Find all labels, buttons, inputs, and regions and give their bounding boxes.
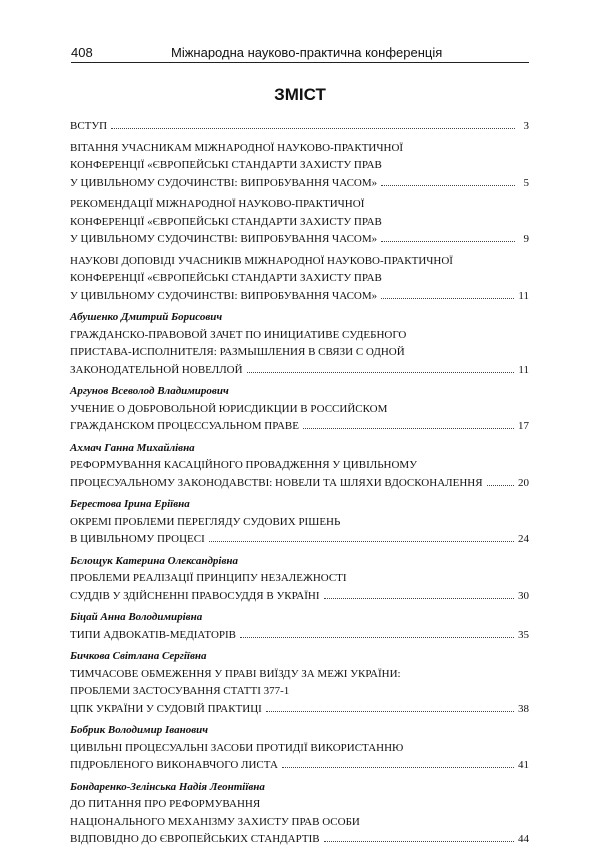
toc-page-number: 44 bbox=[518, 833, 529, 845]
dot-leader bbox=[266, 702, 514, 712]
toc-page-number: 11 bbox=[518, 363, 529, 376]
toc-last-line bbox=[70, 757, 529, 775]
toc-author: Біцай Анна Володимирівна bbox=[70, 611, 203, 623]
toc-entry[interactable] bbox=[70, 648, 529, 718]
dot-leader bbox=[240, 628, 514, 638]
toc-title-line bbox=[70, 253, 529, 271]
toc-title-line bbox=[70, 401, 529, 419]
toc-title-text: СУДДІВ У ЗДІЙСНЕННІ ПРАВОСУДДЯ В УКРАЇНІ bbox=[70, 589, 320, 602]
toc-page-number: 5 bbox=[523, 176, 529, 189]
toc-page-number: 24 bbox=[518, 533, 529, 545]
toc-title-text: У ЦИВІЛЬНОМУ СУДОЧИНСТВІ: ВИПРОБУВАННЯ ЧАСОМ» bbox=[70, 233, 378, 245]
toc-entry[interactable] bbox=[70, 609, 529, 644]
toc-page-number: 30 bbox=[518, 589, 529, 602]
toc-title-text: ЦПК УКРАЇНИ У СУДОВІЙ ПРАКТИЦІ bbox=[70, 702, 262, 715]
toc-entry[interactable] bbox=[70, 383, 529, 436]
toc-page-number: 17 bbox=[518, 420, 529, 432]
toc-last-line bbox=[70, 118, 529, 136]
dot-leader bbox=[111, 119, 515, 129]
toc-last-line bbox=[70, 627, 529, 645]
dot-leader bbox=[381, 176, 515, 186]
toc-author: Берестова Ірина Еріївна bbox=[70, 498, 190, 510]
toc-title-text: ЦИВІЛЬНІ ПРОЦЕСУАЛЬНІ ЗАСОБИ ПРОТИДІЇ ВИКОРИСТАННЮ bbox=[70, 741, 404, 754]
toc-title-line bbox=[70, 140, 529, 158]
toc-author: Бичкова Світлана Сергіївна bbox=[70, 650, 207, 662]
dot-leader bbox=[303, 419, 514, 429]
toc-title-text: ЗАКОНОДАТЕЛЬНОЙ НОВЕЛЛОЙ bbox=[70, 363, 243, 376]
toc-title-text: У ЦИВІЛЬНОМУ СУДОЧИНСТВІ: ВИПРОБУВАННЯ ЧАСОМ» bbox=[70, 176, 378, 189]
toc-last-line bbox=[70, 831, 529, 849]
toc-page-number: 41 bbox=[518, 759, 529, 771]
dot-leader bbox=[487, 476, 514, 486]
toc-entry[interactable] bbox=[70, 140, 529, 193]
toc-entry[interactable] bbox=[70, 496, 529, 549]
toc-entry[interactable] bbox=[70, 118, 529, 136]
toc-title-line bbox=[70, 683, 529, 701]
toc-title-text: ВІТАННЯ УЧАСНИКАМ МІЖНАРОДНОЇ НАУКОВО-ПРАКТИЧНОЇ bbox=[70, 141, 404, 154]
toc-title-text: ОКРЕМІ ПРОБЛЕМИ ПЕРЕГЛЯДУ СУДОВИХ РІШЕНЬ bbox=[70, 515, 341, 528]
toc-title-text: УЧЕНИЕ О ДОБРОВОЛЬНОЙ ЮРИСДИКЦИИ В РОССИЙСКОМ bbox=[70, 402, 388, 415]
conference-title: Міжнародна науково-практична конференція bbox=[171, 45, 443, 60]
table-of-contents bbox=[70, 118, 529, 853]
toc-page-number: 35 bbox=[518, 628, 529, 641]
toc-title-text: ТИПИ АДВОКАТІВ-МЕДІАТОРІВ bbox=[70, 628, 237, 641]
dot-leader bbox=[381, 232, 515, 242]
toc-title-line bbox=[70, 196, 529, 214]
toc-last-line bbox=[70, 418, 529, 436]
toc-title-line bbox=[70, 514, 529, 532]
toc-title-text: НАЦІОНАЛЬНОГО МЕХАНІЗМУ ЗАХИСТУ ПРАВ ОСОБИ bbox=[70, 815, 360, 828]
running-header bbox=[71, 44, 529, 63]
toc-title-text: В ЦИВІЛЬНОМУ ПРОЦЕСІ bbox=[70, 533, 205, 545]
toc-title-line bbox=[70, 666, 529, 684]
toc-title-text: КОНФЕРЕНЦІЇ «ЄВРОПЕЙСЬКІ СТАНДАРТИ ЗАХИСТУ ПРАВ bbox=[70, 159, 382, 171]
toc-title-text: ПРОЦЕСУАЛЬНОМУ ЗАКОНОДАВСТВІ: НОВЕЛИ ТА ШЛЯХИ ВДОСКОНАЛЕННЯ bbox=[70, 476, 483, 489]
toc-title-text: ГРАЖДАНСКОМ ПРОЦЕССУАЛЬНОМ ПРАВЕ bbox=[70, 420, 299, 432]
toc-title-text: ГРАЖДАНСКО-ПРАВОВОЙ ЗАЧЕТ ПО ИНИЦИАТИВЕ СУДЕБНОГО bbox=[70, 328, 407, 341]
dot-leader bbox=[324, 589, 514, 599]
toc-author: Ахмач Ганна Михайлівна bbox=[70, 441, 195, 454]
toc-last-line bbox=[70, 231, 529, 249]
toc-author: Бобрик Володимир Іванович bbox=[70, 724, 208, 736]
toc-entry[interactable] bbox=[70, 196, 529, 249]
page-title: ЗМІСТ bbox=[274, 85, 326, 104]
toc-last-line bbox=[70, 701, 529, 719]
dot-leader bbox=[247, 363, 515, 373]
toc-title-line bbox=[70, 214, 529, 232]
toc-title-text: ПІДРОБЛЕНОГО ВИКОНАВЧОГО ЛИСТА bbox=[70, 759, 278, 771]
toc-entry[interactable] bbox=[70, 440, 529, 493]
toc-title-text: КОНФЕРЕНЦІЇ «ЄВРОПЕЙСЬКІ СТАНДАРТИ ЗАХИСТУ ПРАВ bbox=[70, 272, 382, 284]
toc-entry[interactable] bbox=[70, 553, 529, 606]
toc-page-number: 38 bbox=[518, 702, 529, 715]
toc-last-line bbox=[70, 175, 529, 193]
toc-last-line bbox=[70, 288, 529, 306]
toc-author: Бондаренко-Зелінська Надія Леонтіївна bbox=[70, 780, 265, 793]
page-number: 408 bbox=[71, 45, 93, 60]
toc-title-line bbox=[70, 796, 529, 814]
toc-page-number: 9 bbox=[523, 233, 529, 245]
toc-title-line bbox=[70, 570, 529, 588]
toc-title-text: НАУКОВІ ДОПОВІДІ УЧАСНИКІВ МІЖНАРОДНОЇ НАУКОВО-ПРАКТИЧНОЇ bbox=[70, 254, 453, 267]
toc-title-line bbox=[70, 270, 529, 288]
toc-last-line bbox=[70, 362, 529, 380]
toc-title-line bbox=[70, 814, 529, 832]
toc-title-text: РЕКОМЕНДАЦІЇ МІЖНАРОДНОЇ НАУКОВО-ПРАКТИЧНОЇ bbox=[70, 198, 365, 210]
toc-entry[interactable] bbox=[70, 722, 529, 775]
toc-title-text: ВСТУП bbox=[70, 120, 108, 132]
toc-page-number: 11 bbox=[518, 289, 529, 302]
dot-leader bbox=[324, 832, 514, 842]
toc-entry[interactable] bbox=[70, 309, 529, 379]
toc-title-line bbox=[70, 344, 529, 362]
toc-title-text: У ЦИВІЛЬНОМУ СУДОЧИНСТВІ: ВИПРОБУВАННЯ ЧАСОМ» bbox=[70, 289, 378, 302]
toc-title-text: ПРОБЛЕМИ РЕАЛІЗАЦІЇ ПРИНЦИПУ НЕЗАЛЕЖНОСТІ bbox=[70, 572, 347, 584]
toc-title-text: ПРОБЛЕМИ ЗАСТОСУВАННЯ СТАТТІ 377-1 bbox=[70, 685, 290, 697]
dot-leader bbox=[282, 758, 514, 768]
toc-author: Аргунов Всеволод Владимирович bbox=[70, 385, 229, 397]
toc-title-text: ДО ПИТАННЯ ПРО РЕФОРМУВАННЯ bbox=[70, 798, 261, 810]
toc-title-text: ПРИСТАВА-ИСПОЛНИТЕЛЯ: РАЗМЫШЛЕНИЯ В СВЯЗИ С ОДНОЙ bbox=[70, 346, 405, 358]
toc-title-line bbox=[70, 740, 529, 758]
toc-title-text: ТИМЧАСОВЕ ОБМЕЖЕННЯ У ПРАВІ ВИЇЗДУ ЗА МЕЖІ УКРАЇНИ: bbox=[70, 667, 401, 680]
toc-title-line bbox=[70, 327, 529, 345]
toc-title-text: РЕФОРМУВАННЯ КАСАЦІЙНОГО ПРОВАДЖЕННЯ У ЦИВІЛЬНОМУ bbox=[70, 459, 417, 471]
toc-title-line bbox=[70, 457, 529, 475]
dot-leader bbox=[209, 532, 514, 542]
toc-title-text: ВІДПОВІДНО ДО ЄВРОПЕЙСЬКИХ СТАНДАРТІВ bbox=[70, 833, 320, 845]
toc-title-text: КОНФЕРЕНЦІЇ «ЄВРОПЕЙСЬКІ СТАНДАРТИ ЗАХИСТУ ПРАВ bbox=[70, 215, 382, 228]
toc-last-line bbox=[70, 531, 529, 549]
toc-page-number: 3 bbox=[523, 120, 529, 132]
dot-leader bbox=[381, 289, 514, 299]
toc-author: Бєлощук Катерина Олександрівна bbox=[70, 554, 239, 567]
toc-entry[interactable] bbox=[70, 253, 529, 306]
toc-page-number: 20 bbox=[518, 476, 529, 489]
toc-title-line bbox=[70, 157, 529, 175]
toc-last-line bbox=[70, 475, 529, 493]
toc-author: Абушенко Дмитрий Борисович bbox=[70, 311, 223, 323]
toc-entry[interactable] bbox=[70, 779, 529, 849]
toc-last-line bbox=[70, 588, 529, 606]
